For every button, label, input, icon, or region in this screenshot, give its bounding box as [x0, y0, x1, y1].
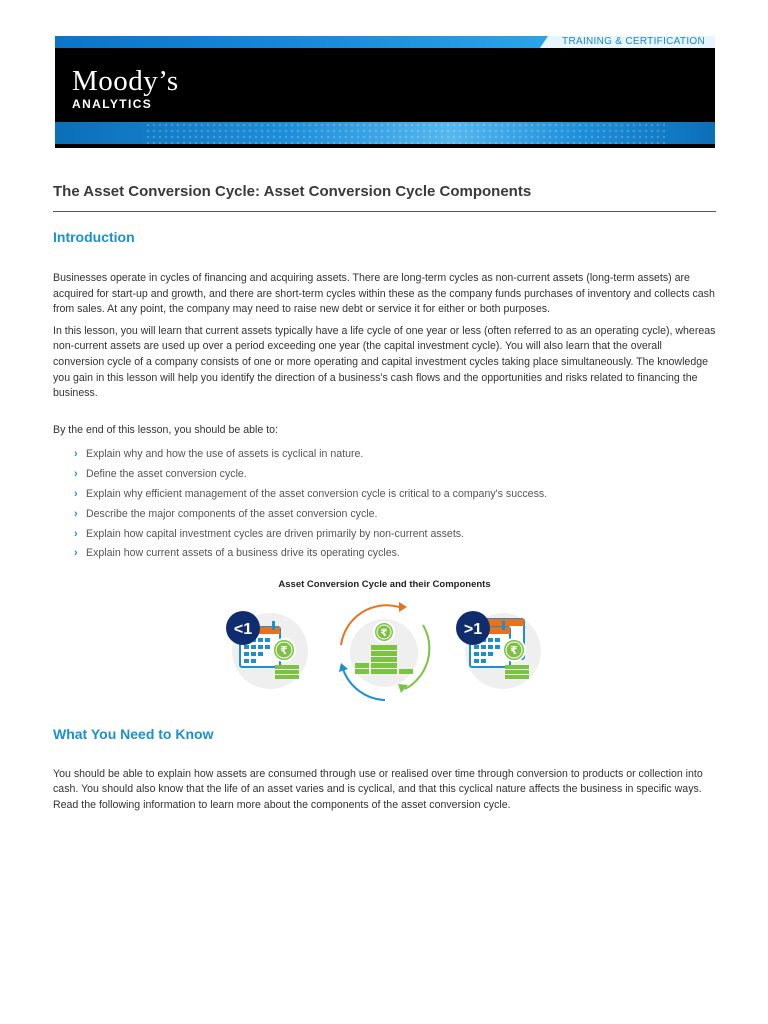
rupee-icon: ₹ [380, 627, 388, 639]
list-item [53, 505, 716, 525]
chevron-right-icon: › [74, 448, 78, 461]
list-item [53, 465, 716, 485]
what-you-need-to-know-heading: What You Need to Know [53, 725, 214, 742]
list-item [53, 485, 716, 505]
chevron-right-icon: › [74, 547, 78, 560]
chevron-right-icon: › [74, 527, 78, 540]
logo-sub-text: ANALYTICS [72, 97, 153, 111]
moodys-analytics-logo [72, 66, 179, 111]
objective-text: Define the asset conversion cycle. [86, 468, 247, 481]
asset-cycle-illustration [53, 599, 716, 707]
objective-text: Explain why and how the use of assets is cyclical in nature. [86, 448, 364, 461]
rupee-icon: ₹ [280, 643, 288, 657]
objective-text: Explain how capital investment cycles are driven primarily by non-current assets. [86, 527, 465, 540]
objectives-intro: By the end of this lesson, you should be able to: [53, 423, 278, 436]
objective-text: Describe the major components of the asset conversion cycle. [86, 507, 378, 520]
chevron-right-icon: › [74, 487, 78, 500]
objectives-list [53, 445, 716, 564]
banner-dot-pattern [145, 122, 665, 144]
more-than-one-year-badge: >1 [463, 620, 483, 638]
intro-paragraph-2: In this lesson, you will learn that current assets typically have a life cycle of one year or less (often referred to as an operating cycle), whereas non-current assets are used up over a period exceeding one year (the capital investment cycle). You will also learn that the overall conversion cycle of a company consists of one or more operating and capital investment cycles taking place simultaneously. The knowledge you gain in this lesson will help you identify the direction of a business's cash flows and the opportunities and risks related to financing the business. [53, 324, 716, 400]
header-banner [55, 36, 715, 148]
list-item [53, 445, 716, 465]
chevron-right-icon: › [74, 507, 78, 520]
objective-text: Explain how current assets of a business drive its operating cycles. [86, 547, 400, 560]
rupee-icon: ₹ [510, 643, 518, 657]
list-item [53, 525, 716, 545]
main-content [53, 176, 716, 814]
need-to-know-paragraph: You should be able to explain how assets are consumed through use or realised over time through conversion to products or collection into cash. You should also know that the life of an asset varies and is cyclical, and that this cyclical nature affects the business in specific ways. Read the following information to learn more about the components of the asset conversion cycle. [53, 767, 703, 811]
less-than-one-year-badge: <1 [233, 620, 253, 638]
logo-main-text: Moody’s [72, 65, 179, 97]
chevron-right-icon: › [74, 468, 78, 481]
introduction-heading: Introduction [53, 229, 135, 245]
asset-cycle-figure [53, 599, 716, 707]
objective-text: Explain why efficient management of the asset conversion cycle is critical to a company's success. [86, 487, 548, 500]
conversion-cycle-icon [339, 602, 429, 700]
list-item [53, 544, 716, 564]
page-title: The Asset Conversion Cycle: Asset Conversion Cycle Components [53, 176, 716, 212]
intro-paragraph-1: Businesses operate in cycles of financing and acquiring assets. There are long-term cycles as non-current assets (long-term assets) are acquired for start-up and growth, and there are short-term cycles within these as the company funds purchases of inventory and collects cash from sales. At any point, the company may need to raise new debt or service it for either or both purposes. [53, 272, 715, 316]
training-certification-tag: TRAINING & CERTIFICATION [548, 36, 715, 48]
figure-title: Asset Conversion Cycle and their Components [278, 579, 491, 591]
